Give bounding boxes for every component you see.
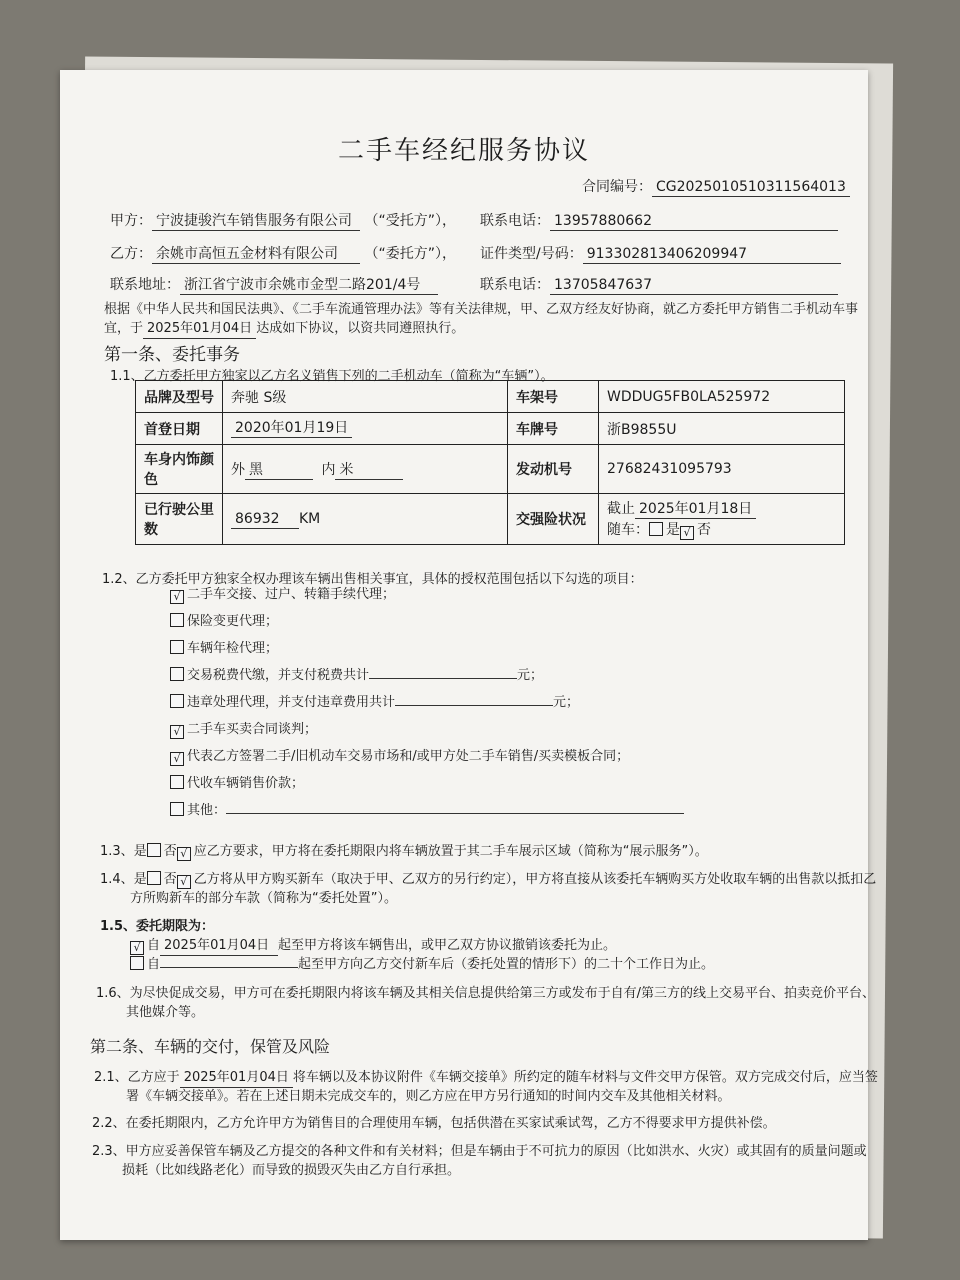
other-field[interactable] [226,813,684,814]
party-b-id: 证件类型/号码： 913302813406209947 [480,243,841,264]
period-option-2-checkbox[interactable] [130,956,144,970]
party-a-line: 甲方： 宁波捷骏汽车销售服务有限公司 （“受托方”）， [110,213,456,229]
address-line: 联系地址： 浙江省宁波市余姚市金型二路201/4号 [110,274,438,295]
article-1-title: 第一条、委托事务 [104,345,240,365]
document-title: 二手车经纪服务协议 [337,136,590,166]
option-item[interactable]: √ 二手车买卖合同谈判； [170,719,684,746]
option-checkbox[interactable]: √ [170,752,184,766]
color-label: 车身内饰颜色 [136,445,223,494]
clause-1-5-title: 1.5、委托期限为： [100,919,215,934]
clause-1-3: 1.3、是 否 √ 应乙方要求，甲方将在委托期限内将车辆放置于其二手车展示区域（简称为“展示服务”）。 [100,844,708,860]
option-checkbox[interactable] [170,802,184,816]
interior-color: 米 [335,461,403,480]
reg-date-cell [223,413,508,445]
clause-1-6-cont: 其他媒介等。 [126,1005,205,1020]
party-b-phone: 联系电话： 13705847637 [480,274,838,295]
clause-1-5-option-1: √ 自 2025年01月04日 起至甲方将该车辆售出，或甲乙双方协议撤销该委托为止。 [130,934,616,956]
option-item[interactable]: 违章处理代理，并支付违章费用共计 元； [170,692,684,719]
period-option-2-date-field[interactable] [160,967,298,968]
clause-2-1: 2.1、乙方应于 2025年01月04日 将车辆以及本协议附件《车辆交接单》所约定的随车材料与文件交甲方保管。双方完成交付后，应当签 [94,1066,878,1088]
option-checkbox[interactable] [170,775,184,789]
option-item[interactable]: 代收车辆销售价款； [170,773,684,800]
period-option-1-checkbox[interactable]: √ [130,941,144,955]
authorization-options [170,584,684,827]
option-item[interactable]: 交易税费代缴，并支付税费共计 元； [170,665,684,692]
option-item[interactable]: √ 代表乙方签署二手/旧机动车交易市场和/或甲方处二手车销售/买卖模板合同； [170,746,684,773]
insurance-date: 2025年01月18日 [635,500,756,519]
party-b-name: 余姚市高恒五金材料有限公司 [152,245,360,264]
option-checkbox[interactable]: √ [170,725,184,739]
option-item[interactable]: 其他： [170,800,684,827]
clause-1-6: 1.6、为尽快促成交易，甲方可在委托期限内将该车辆及其相关信息提供给第三方或发布于自有/第三方的线上交易平台、拍卖竞价平台、 [96,986,876,1001]
party-b-line: 乙方： 余姚市高恒五金材料有限公司 （“委托方”）， [110,246,456,262]
article-2-title: 第二条、车辆的交付，保管及风险 [90,1037,331,1056]
clause-1-4-cont: 方所购新车的部分车款（简称为“委托处置”）。 [130,891,397,906]
option-item[interactable]: √ 二手车交接、过户、转籍手续代理； [170,584,684,611]
violation-amount-field[interactable] [395,705,553,706]
reg-date-label: 首登日期 [136,413,223,445]
option-checkbox[interactable] [170,640,184,654]
mileage-label: 已行驶公里数 [136,494,223,545]
mileage-cell: 86932 KM [223,494,508,545]
clause-1-2: 1.2、乙方委托甲方独家全权办理该车辆出售相关事宜，具体的授权范围包括以下勾选的项目： [102,572,643,587]
clause-1-4-yes-checkbox[interactable] [147,871,161,885]
clause-2-3: 2.3、甲方应妥善保管车辆及乙方提交的各种文件和有关材料；但是车辆由于不可抗力的原因（比如洪水、火灾）或其固有的质量问题或 [92,1144,867,1159]
clause-1-1: 1.1、乙方委托甲方独家以乙方名义销售下列的二手机动车（简称为“车辆”）。 [110,369,554,384]
insurance-no-checkbox[interactable]: √ [680,526,694,540]
brand-label: 品牌及型号 [136,381,223,413]
insurance-label: 交强险状况 [508,494,599,545]
contract-number-value: CG2025010510311564013 [652,178,850,197]
vehicle-info-table [135,380,845,545]
engine-label: 发动机号 [508,445,599,494]
color-cell: 外 黑 内 米 [223,445,508,494]
clause-2-1-cont: 署《车辆交接单》。若在上述日期未完成交车的，则乙方应在甲方另行通知的时间内交车及其他相关材料。 [126,1089,731,1104]
option-checkbox[interactable] [170,694,184,708]
vin-value: WDDUG5FB0LA525972 [599,381,845,413]
engine-value: 27682431095793 [599,445,845,494]
reg-date-value: 2020年01月19日 [231,419,352,438]
insurance-yes-checkbox[interactable] [649,522,663,536]
contract-number: 合同编号： CG2025010510311564013 [582,176,850,197]
exterior-color: 黑 [245,461,313,480]
intro-line-1: 根据《中华人民共和国民法典》、《二手车流通管理办法》等有关法律规，甲、乙双方经友好协商，就乙方委托甲方销售二手机动车事 [104,302,859,317]
option-checkbox[interactable] [170,613,184,627]
intro-line-2: 宜，于 2025年01月04日 达成如下协议，以资共同遵照执行。 [104,317,464,339]
brand-value: 奔驰 S级 [223,381,508,413]
plate-value: 浙B9855U [599,413,845,445]
tax-amount-field[interactable] [369,678,517,679]
contract-page [60,70,878,1240]
clause-1-5-option-2: 自 起至甲方向乙方交付新车后（委托处置的情形下）的二十个工作日为止。 [130,953,714,972]
clause-1-3-no-checkbox[interactable]: √ [177,847,191,861]
plate-label: 车牌号 [508,413,599,445]
option-item[interactable]: 保险变更代理； [170,611,684,638]
party-a-name: 宁波捷骏汽车销售服务有限公司 [152,212,360,231]
option-checkbox[interactable] [170,667,184,681]
clause-1-4: 1.4、是 否 √ 乙方将从甲方购买新车（取决于甲、乙双方的另行约定），甲方将直接从该委托车辆购买方处收取车辆的出售款以抵扣乙 [100,872,877,888]
clause-2-3-cont: 损耗（比如线路老化）而导致的损毁灭失由乙方自行承担。 [122,1163,461,1178]
clause-2-2: 2.2、在委托期限内，乙方允许甲方为销售目的合理使用车辆，包括供潜在买家试乘试驾，乙方不得要求甲方提供补偿。 [92,1116,776,1131]
clause-1-4-no-checkbox[interactable]: √ [177,875,191,889]
option-checkbox[interactable]: √ [170,590,184,604]
mileage-value: 86932 [231,510,299,529]
option-item[interactable]: 车辆年检代理； [170,638,684,665]
insurance-cell: 截止 2025年01月18日 随车： 是 √ 否 [599,494,845,545]
clause-1-3-yes-checkbox[interactable] [147,843,161,857]
party-a-phone: 联系电话： 13957880662 [480,210,838,231]
vin-label: 车架号 [508,381,599,413]
